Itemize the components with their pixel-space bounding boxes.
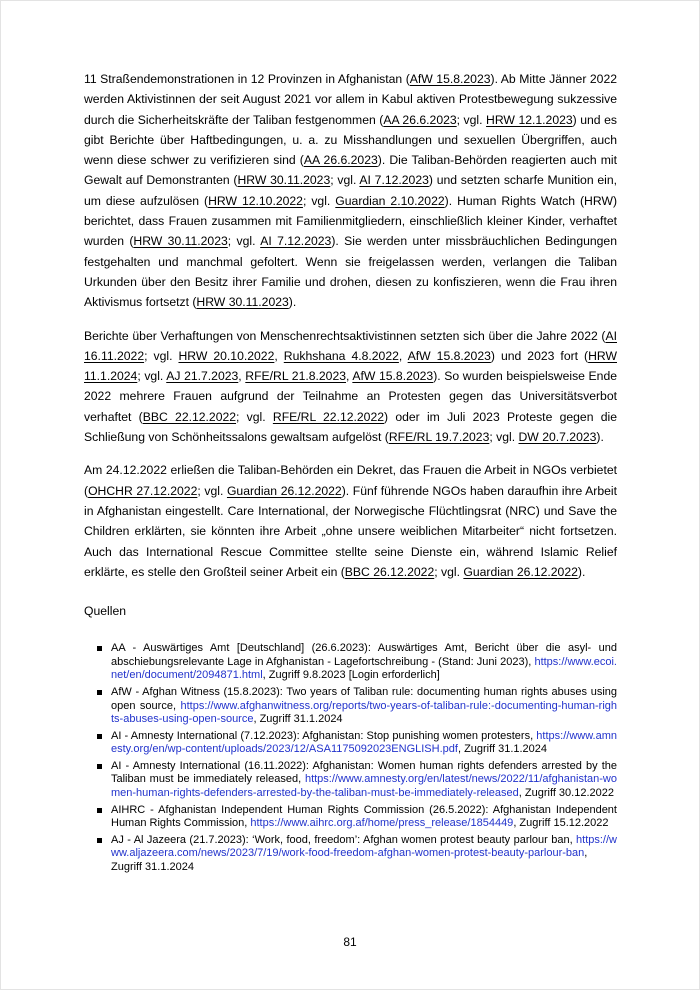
text-run: ). [596,430,604,445]
text-run: ; vgl. [236,409,273,424]
citation-link[interactable]: HRW 30.11.2023 [196,295,289,310]
citation-link[interactable]: AI 7.12.2023 [359,173,429,188]
text-run: ) und 2023 fort ( [490,348,589,363]
text-run: AIHRC - Afghanistan Independent Human Rights Commission (26.5.2022): Afghanistan Independent Human Rights Commission, [111,803,617,830]
source-text [111,730,617,757]
text-run: ; vgl. [330,173,360,188]
citation-link[interactable]: Guardian 26.12.2022 [226,483,342,498]
text-run: ). Human Rights Watch (HRW) berichtet, dass Frauen zusammen mit Familienmitgliedern, einschließlich kleiner Kinder, verhaftet wurden ( [84,193,617,249]
source-item [97,760,617,801]
source-item [97,834,617,875]
bullet-icon [97,690,102,695]
text-run: ; vgl. [302,193,336,208]
source-url-link[interactable]: https://www.aihrc.org.af/home/press_release/1854449 [250,817,514,830]
source-item [97,804,617,831]
citation-link[interactable]: AfW 15.8.2023 [407,348,491,363]
sources-list [84,642,617,875]
text-run: Berichte über Verhaftungen von Menschenrechtsaktivistinnen setzten sich über die Jahre 2022 ( [84,328,606,343]
citation-link[interactable]: AJ 21.7.2023 [166,369,239,384]
citation-link[interactable]: RFE/RL 21.8.2023 [245,369,347,384]
text-run: , Zugriff 31.1.2024 [111,847,588,874]
text-run: ). Fünf führende NGOs haben daraufhin ihre Arbeit in Afghanistan eingestellt. Care International, der Norwegische Flüchtlingsrat (NRC) und Save the Children erklärten, sie könnten ihre Arbeit „ohne unsere weiblichen Mitarbeiter“ nicht fortsetzen. Auch das International Rescue Committee stellte seine Dienste ein, während Islamic Relief erklärte, es stelle den Großteil seiner Arbeit ein ( [84,483,617,579]
text-run: ; vgl. [137,369,167,384]
text-run: , [274,348,284,363]
text-run: AJ - Al Jazeera (21.7.2023): ‘Work, food, freedom’: Afghan women protest beauty parlour ban, [111,833,577,846]
text-run: ; vgl. [456,112,487,127]
source-text [111,686,617,727]
text-run: ). So wurden beispielsweise Ende 2022 mehrere Frauen aufgrund der Teilnahme an Protesten gegen das Universitätsverbot verhaftet ( [84,369,618,424]
citation-link[interactable]: AI 7.12.2023 [260,234,332,249]
source-item [97,730,617,757]
citation-link[interactable]: HRW 30.11.2023 [133,234,228,249]
text-run: AA - Auswärtiges Amt [Deutschland] (26.6.2023): Auswärtiges Amt, Bericht über die asyl- und abschiebungsrelevante Lage in Afghanistan - Lagefortschreibung - (Stand: Juni 2023), [111,642,617,668]
citation-link[interactable]: BBC 22.12.2022 [142,409,237,424]
bullet-icon [97,838,102,843]
citation-link[interactable]: AI 16.11.2022 [84,328,617,363]
text-run: ; vgl. [144,348,179,363]
bullet-icon [97,764,102,769]
source-text [111,760,617,801]
bullet-icon [97,646,102,651]
text-run: ). [288,295,297,310]
text-run: ) und es gibt Berichte über Haftbedingungen, u. a. zu Misshandlungen und sexuellen Übergriffen, auch wenn diese schwer zu verifizieren sind ( [84,112,617,168]
source-url-link[interactable]: https://www.ecoi.net/en/document/2094871.html [111,655,617,682]
sources-heading: Quellen [84,604,127,619]
citation-link[interactable]: AfW 15.8.2023 [409,72,491,86]
text-run: , [346,369,353,384]
text-run: , Zugriff 31.1.2024 [457,743,548,756]
source-item [97,642,617,683]
source-item [97,686,617,727]
bullet-icon [97,808,102,813]
body-paragraph-2 [84,326,617,448]
source-text [111,804,617,831]
body-paragraph-3 [84,460,617,582]
citation-link[interactable]: HRW 12.10.2022 [208,193,303,208]
text-run: ). Ab Mitte Jänner 2022 werden Aktivistinnen der seit August 2021 vor allem in Kabul aktiven Protestbewegung sukzessive durch die Sicherheitskräfte der Taliban festgenommen ( [84,72,617,127]
bullet-icon [97,734,102,739]
text-run: AI - Amnesty International (16.11.2022): Afghanistan: Women human rights defenders arrested by the Taliban must be immediately released, [111,759,617,786]
text-run: ; vgl. [227,234,261,249]
page-content [1,1,699,875]
text-run: 11 Straßendemonstrationen in 12 Provinzen in Afghanistan ( [84,72,410,86]
text-run: ; vgl. [489,430,519,445]
text-run: ) und setzten scharfe Munition ein, um diese aufzulösen ( [84,173,617,208]
source-text [111,642,617,683]
text-run: , Zugriff 15.12.2022 [513,817,609,830]
source-url-link[interactable]: https://www.aljazeera.com/news/2023/7/19/work-food-freedom-afghan-women-protest-beauty-parlour-ban [111,833,617,860]
text-run: Am 24.12.2022 erließen die Taliban-Behörden ein Dekret, das Frauen die Arbeit in NGOs verbietet ( [84,463,617,498]
text-run: AfW - Afghan Witness (15.8.2023): Two years of Taliban rule: documenting human rights abuses using open source, [111,685,617,712]
citation-link[interactable]: RFE/RL 22.12.2022 [272,409,385,424]
source-url-link[interactable]: https://www.afghanwitness.org/reports/two-years-of-taliban-rule:-documenting-human-rights-abuses-using-open-source [111,699,617,726]
citation-link[interactable]: Rukhshana 4.8.2022 [283,348,399,363]
text-run: ). Die Taliban-Behörden reagierten auch mit Gewalt auf Demonstranten ( [84,153,618,188]
citation-link[interactable]: AA 26.6.2023 [383,112,457,127]
citation-link[interactable]: AA 26.6.2023 [303,153,378,168]
text-run: , Zugriff 9.8.2023 [Login erforderlich] [262,669,440,682]
citation-link[interactable]: AfW 15.8.2023 [352,369,434,384]
text-run: ; vgl. [197,483,227,498]
text-run: AI - Amnesty International (7.12.2023): Afghanistan: Stop punishing women protesters, [111,729,537,742]
citation-link[interactable]: Guardian 2.10.2022 [335,193,445,208]
text-run: , [238,369,246,384]
text-run: ) oder im Juli 2023 Proteste gegen die Schließung von Schönheitssalons gewaltsam aufgelöst ( [84,409,617,445]
citation-link[interactable]: HRW 12.1.2023 [486,112,573,127]
text-run: , Zugriff 31.1.2024 [253,713,343,726]
citation-link[interactable]: HRW 11.1.2024 [84,348,617,384]
citation-link[interactable]: OHCHR 27.12.2022 [88,483,198,498]
source-url-link[interactable]: https://www.amnesty.org/en/latest/news/2022/11/afghanistan-women-human-rights-defenders-arrested-by-the-taliban-must-be-immediately-released [111,773,617,800]
citation-link[interactable]: RFE/RL 19.7.2023 [388,430,490,445]
text-run: , [398,348,408,363]
citation-link[interactable]: HRW 30.11.2023 [237,173,331,188]
body-paragraph-1 [84,69,617,313]
source-text [111,834,617,875]
citation-link[interactable]: Guardian 26.12.2022 [463,564,578,579]
text-run: , Zugriff 30.12.2022 [518,787,614,800]
citation-link[interactable]: DW 20.7.2023 [518,430,597,445]
page-number: 81 [343,935,357,949]
citation-link[interactable]: HRW 20.10.2022 [178,348,275,363]
text-run: ). Sie werden unter missbräuchlichen Bedingungen festgehalten und manchmal gefoltert. Wenn sie freigelassen werden, verlangen die Taliban Urkunden über den Besitz ihrer Familie und drohen, diesen zu konfiszieren, wenn die Frau ihren Aktivismus fortsetzt ( [84,234,617,310]
citation-link[interactable]: BBC 26.12.2022 [344,564,435,579]
source-url-link[interactable]: https://www.amnesty.org/en/wp-content/uploads/2023/12/ASA1175092023ENGLISH.pdf [111,729,617,756]
text-run: ). [577,564,586,579]
text-run: ; vgl. [434,564,464,579]
